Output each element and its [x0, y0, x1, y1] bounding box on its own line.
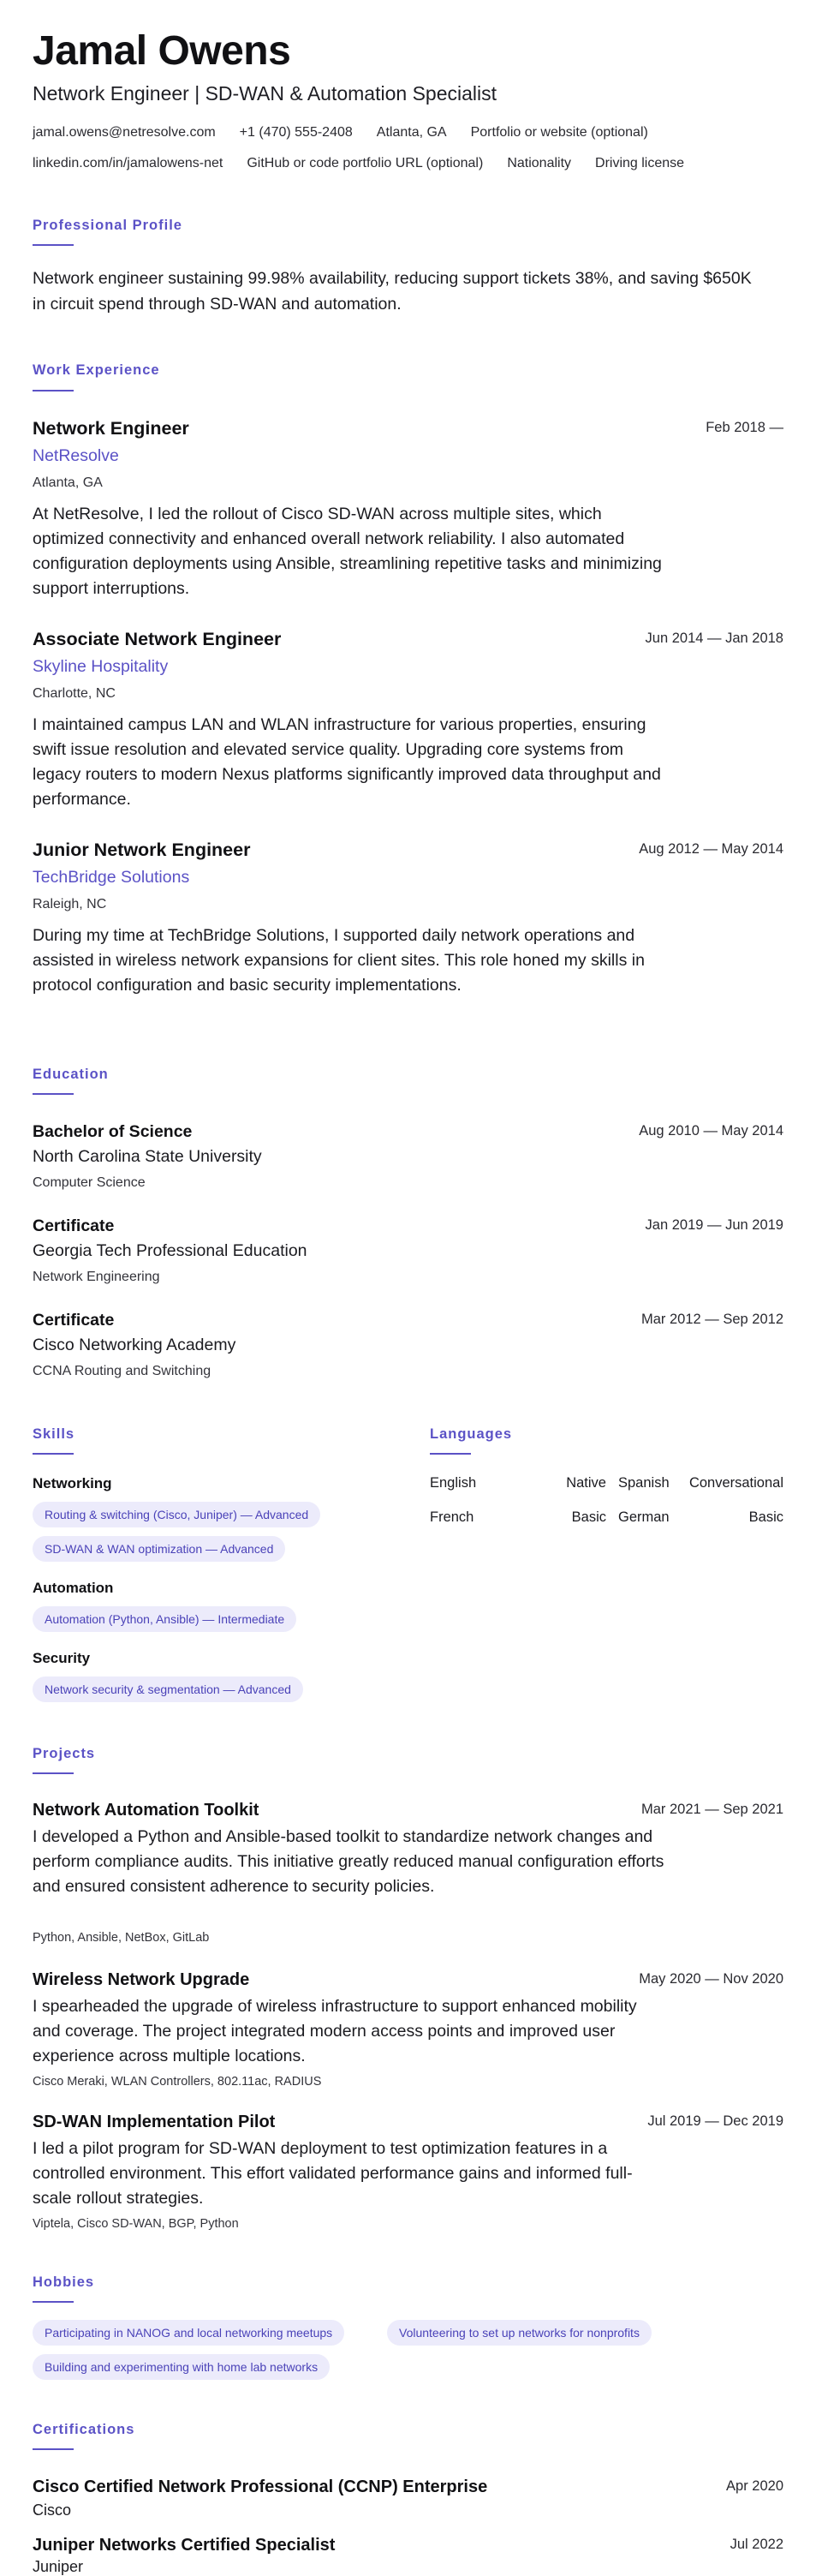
education-date: Aug 2010 — May 2014 — [639, 1123, 783, 1139]
job-date: Feb 2018 — — [706, 420, 783, 435]
project-tech: Viptela, Cisco SD-WAN, BGP, Python — [33, 2217, 239, 2231]
job-company[interactable]: NetResolve — [33, 446, 119, 465]
project-date: Jul 2019 — Dec 2019 — [647, 2113, 783, 2129]
skill-chip: Routing & switching (Cisco, Juniper) — Advanced — [33, 1502, 320, 1527]
job-description: I maintained campus LAN and WLAN infrastructure for various properties, ensuring swift issue resolution and elevated service quality. Upgrading core systems from legacy routers to modern Nexus platforms significantly improved data throughput and performance. — [33, 715, 661, 809]
education-date: Mar 2012 — Sep 2012 — [640, 1312, 783, 1327]
contact-location: Atlanta, GA — [376, 125, 447, 140]
skill-chip: Network security & segmentation — Advanced — [33, 1676, 303, 1702]
job-description: At NetResolve, I led the rollout of Cisco SD-WAN across multiple sites, which optimized connectivity and enhanced overall network reliability. I also automated configuration deployments using Ansible, streamlining repetitive tasks and minimizing support interruptions. — [33, 505, 662, 598]
section-rule — [33, 244, 74, 246]
certification-name: Juniper Networks Certified Specialist — [33, 2536, 336, 2555]
hobby-chip: Participating in NANOG and local networking meetups — [33, 2320, 344, 2346]
education-school: North Carolina State University — [33, 1147, 262, 1166]
section-title-experience: Work Experience — [33, 362, 160, 378]
candidate-headline: Network Engineer | SD-WAN & Automation Specialist — [33, 82, 497, 105]
job-title: Junior Network Engineer — [33, 840, 251, 860]
section-title-profile: Professional Profile — [33, 218, 182, 233]
contact-github[interactable]: GitHub or code portfolio URL (optional) — [247, 156, 484, 170]
job-date: Aug 2012 — May 2014 — [639, 841, 783, 857]
project-date: Mar 2021 — Sep 2021 — [640, 1802, 783, 1817]
education-field: Computer Science — [33, 1175, 146, 1190]
education-date: Jan 2019 — Jun 2019 — [645, 1217, 783, 1233]
project-name: SD-WAN Implementation Pilot — [33, 2113, 276, 2131]
section-rule — [430, 1453, 471, 1455]
language-level: Basic — [748, 1509, 783, 1525]
section-title-skills: Skills — [33, 1426, 75, 1442]
hobby-chip: Building and experimenting with home lab networks — [33, 2354, 330, 2380]
language-name: Spanish — [618, 1475, 670, 1491]
job-description: During my time at TechBridge Solutions, I supported daily network operations and assisted in wireless network expansions for client sites. This role honed my skills in protocol configuration and basic security implementations. — [33, 926, 645, 995]
certification-issuer: Cisco — [33, 2501, 72, 2519]
contact-portfolio[interactable]: Portfolio or website (optional) — [470, 125, 648, 140]
education-field: CCNA Routing and Switching — [33, 1364, 211, 1378]
education-degree: Certificate — [33, 1311, 115, 1330]
job-location: Raleigh, NC — [33, 897, 107, 911]
section-rule — [33, 2301, 74, 2303]
section-title-hobbies: Hobbies — [33, 2274, 95, 2290]
project-description: I led a pilot program for SD-WAN deployment to test optimization features in a controlled environment. This effort validated performance gains and informed full-scale rollout strategies. — [33, 2139, 633, 2208]
education-school: Cisco Networking Academy — [33, 1336, 236, 1354]
skill-category: Networking — [33, 1475, 112, 1491]
section-title-certifications: Certifications — [33, 2422, 135, 2437]
project-date: May 2020 — Nov 2020 — [639, 1971, 783, 1987]
profile-summary: Network engineer sustaining 99.98% availability, reducing support tickets 38%, and saving $650K in circuit spend through SD-WAN and automation. — [33, 269, 752, 314]
section-title-languages: Languages — [430, 1426, 513, 1442]
project-tech: Cisco Meraki, WLAN Controllers, 802.11ac, RADIUS — [33, 2075, 322, 2089]
section-rule — [33, 2448, 74, 2450]
contact-linkedin[interactable]: linkedin.com/in/jamalowens-net — [33, 156, 223, 170]
contact-row-primary — [33, 125, 672, 140]
job-title: Associate Network Engineer — [33, 629, 282, 649]
section-rule — [33, 390, 74, 391]
education-school: Georgia Tech Professional Education — [33, 1241, 307, 1260]
job-location: Charlotte, NC — [33, 686, 116, 701]
project-name: Network Automation Toolkit — [33, 1801, 259, 1820]
project-description: I developed a Python and Ansible-based toolkit to standardize network changes and perform compliance audits. This initiative greatly reduced manual configuration efforts and ensured consistent adherence to security policies. — [33, 1827, 664, 1896]
skill-chip: Automation (Python, Ansible) — Intermediate — [33, 1606, 296, 1632]
language-level: Native — [566, 1475, 606, 1491]
project-tech: Python, Ansible, NetBox, GitLab — [33, 1931, 210, 1945]
contact-row-secondary — [33, 156, 708, 171]
language-name: English — [430, 1475, 477, 1491]
contact-phone[interactable]: +1 (470) 555-2408 — [239, 125, 353, 140]
certification-date: Apr 2020 — [726, 2478, 783, 2494]
section-rule — [33, 1453, 74, 1455]
education-degree: Certificate — [33, 1216, 115, 1235]
hobby-chip: Volunteering to set up networks for nonprofits — [387, 2320, 652, 2346]
job-company[interactable]: Skyline Hospitality — [33, 657, 169, 676]
contact-nationality: Nationality — [507, 156, 572, 170]
language-name: German — [618, 1509, 670, 1525]
skill-category: Security — [33, 1650, 91, 1666]
education-field: Network Engineering — [33, 1270, 160, 1284]
education-degree: Bachelor of Science — [33, 1122, 193, 1141]
job-location: Atlanta, GA — [33, 475, 103, 490]
contact-driving-license: Driving license — [595, 156, 685, 170]
job-company[interactable]: TechBridge Solutions — [33, 868, 190, 887]
job-title: Network Engineer — [33, 418, 189, 439]
contact-email[interactable]: jamal.owens@netresolve.com — [33, 125, 216, 140]
language-level: Basic — [571, 1509, 606, 1525]
project-name: Wireless Network Upgrade — [33, 1970, 250, 1989]
certification-date: Jul 2022 — [730, 2537, 783, 2552]
section-title-education: Education — [33, 1067, 109, 1082]
section-rule — [33, 1772, 74, 1774]
job-date: Jun 2014 — Jan 2018 — [645, 631, 783, 646]
certification-issuer: Juniper — [33, 2558, 84, 2575]
language-level: Conversational — [688, 1475, 783, 1491]
skill-chip: SD-WAN & WAN optimization — Advanced — [33, 1536, 285, 1562]
project-description: I spearheaded the upgrade of wireless infrastructure to support enhanced mobility and coverage. The project integrated modern access points and improved user experience across multiple locations. — [33, 1997, 637, 2065]
candidate-name: Jamal Owens — [33, 28, 291, 74]
skill-category: Automation — [33, 1580, 114, 1596]
section-title-projects: Projects — [33, 1746, 96, 1761]
certification-name: Cisco Certified Network Professional (CCNP) Enterprise — [33, 2477, 488, 2496]
section-rule — [33, 1093, 74, 1095]
language-name: French — [430, 1509, 474, 1525]
